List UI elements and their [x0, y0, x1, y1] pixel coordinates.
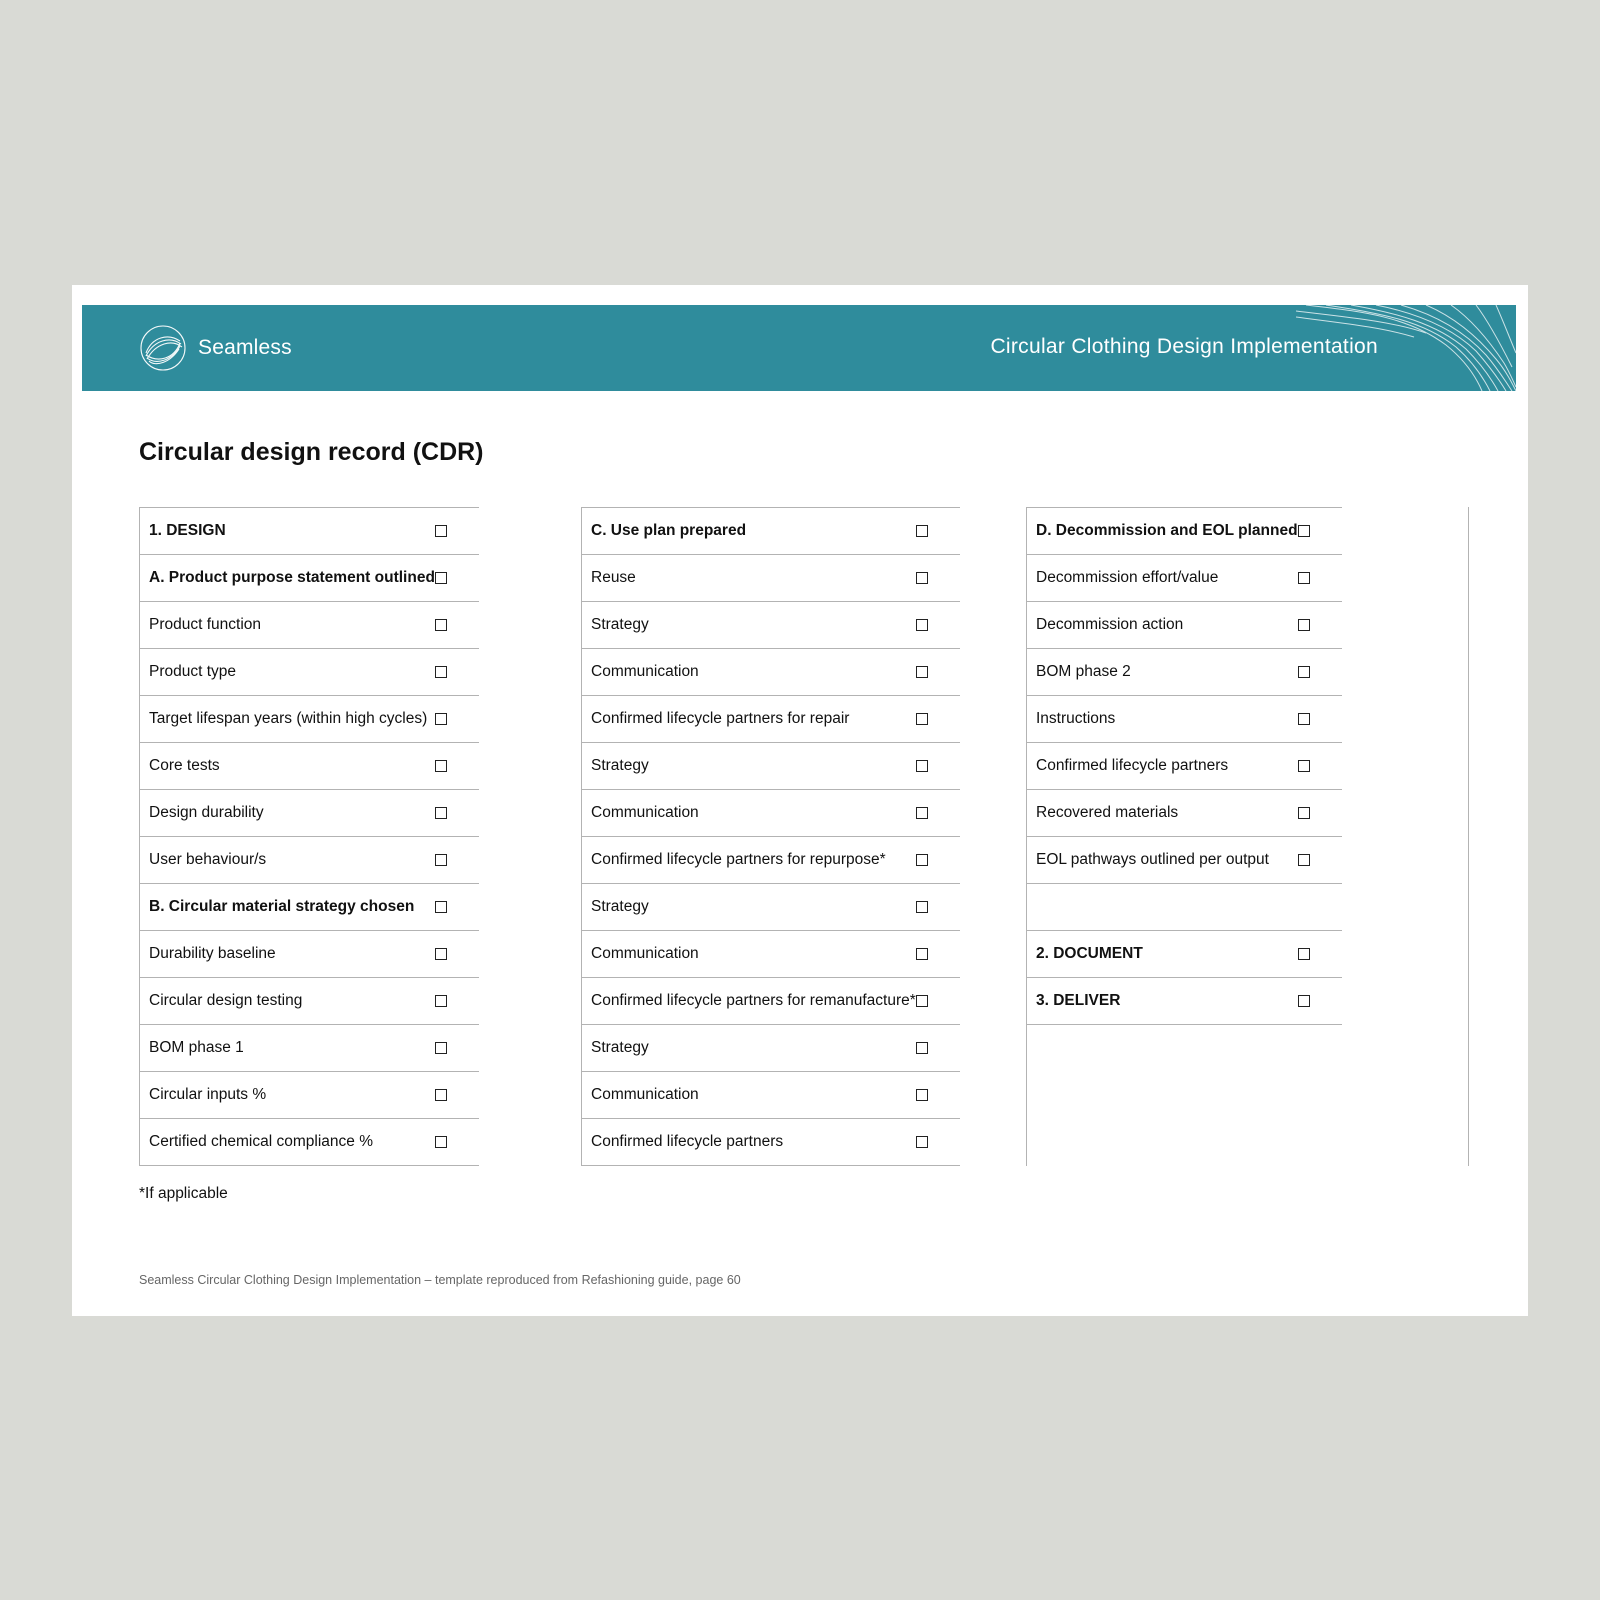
- checkbox-cell: [435, 837, 479, 884]
- checkbox-cell: [435, 978, 479, 1025]
- checkbox-cell: [435, 649, 479, 696]
- checklist-row: [1027, 837, 1342, 884]
- checkbox-cell: [916, 743, 960, 790]
- checkbox[interactable]: [435, 807, 447, 819]
- checklist-item-label: Confirmed lifecycle partners for repurpose*: [582, 837, 916, 884]
- checklist-row: [1027, 602, 1342, 649]
- checkbox[interactable]: [435, 901, 447, 913]
- checkbox[interactable]: [1298, 572, 1310, 584]
- checkbox-cell: [1298, 743, 1342, 790]
- checklist-row: [140, 1119, 479, 1166]
- header-banner: [82, 305, 1516, 391]
- checkbox-cell: [1298, 790, 1342, 837]
- checkbox-cell: [435, 508, 479, 555]
- checklist-row: [582, 602, 960, 649]
- checkbox-cell: [916, 649, 960, 696]
- checkbox-cell: [1298, 837, 1342, 884]
- checkbox-cell: [435, 602, 479, 649]
- checklist-row: [140, 743, 479, 790]
- checklist-row: [140, 1072, 479, 1119]
- checklist-item-label: Confirmed lifecycle partners for repair: [582, 696, 916, 743]
- checklist-item-label: 3. DELIVER: [1027, 978, 1298, 1025]
- checkbox[interactable]: [1298, 619, 1310, 631]
- checklist-row: [1027, 884, 1342, 931]
- checkbox[interactable]: [435, 948, 447, 960]
- checkbox[interactable]: [435, 1042, 447, 1054]
- checkbox[interactable]: [916, 760, 928, 772]
- checklist-row: [1027, 978, 1342, 1025]
- wave-lines-decoration: [1296, 305, 1516, 391]
- checklist-item-label: Core tests: [140, 743, 435, 790]
- checklist-row: [1027, 931, 1342, 978]
- checkbox[interactable]: [435, 995, 447, 1007]
- checkbox-cell: [435, 884, 479, 931]
- checkbox-cell: [435, 1025, 479, 1072]
- checklist-item-label: Communication: [582, 931, 916, 978]
- checkbox-cell: [916, 837, 960, 884]
- checklist-item-label: Communication: [582, 649, 916, 696]
- document-page: [72, 285, 1528, 1316]
- checkbox-cell: [435, 931, 479, 978]
- checklist-row: [582, 978, 960, 1025]
- checklist-row: [140, 602, 479, 649]
- checklist-item-label: Reuse: [582, 555, 916, 602]
- checkbox-cell: [916, 555, 960, 602]
- checkbox[interactable]: [1298, 807, 1310, 819]
- checklist-row: [582, 837, 960, 884]
- checkbox-cell: [1298, 649, 1342, 696]
- checklist-item-label: Recovered materials: [1027, 790, 1298, 837]
- checkbox-cell: [916, 978, 960, 1025]
- checkbox[interactable]: [1298, 713, 1310, 725]
- checklist-row: [140, 649, 479, 696]
- checklist-item-label: Circular inputs %: [140, 1072, 435, 1119]
- checkbox-cell: [435, 790, 479, 837]
- checkbox[interactable]: [916, 1089, 928, 1101]
- checkbox-cell: [1298, 696, 1342, 743]
- checklist-item-label: B. Circular material strategy chosen: [140, 884, 435, 931]
- checklist-item-label: [1027, 884, 1298, 931]
- checkbox[interactable]: [916, 854, 928, 866]
- checkbox-cell: [1298, 555, 1342, 602]
- checklist-item-label: Product type: [140, 649, 435, 696]
- checkbox[interactable]: [435, 666, 447, 678]
- checklist-row: [140, 790, 479, 837]
- checklist-row: [1027, 743, 1342, 790]
- checkbox[interactable]: [916, 713, 928, 725]
- checkbox-cell: [916, 1119, 960, 1166]
- checklist-column-decommission: [1026, 507, 1469, 1166]
- checkbox[interactable]: [1298, 854, 1310, 866]
- checklist-row: [582, 1119, 960, 1166]
- checklist-row: [582, 1025, 960, 1072]
- checkbox[interactable]: [1298, 995, 1310, 1007]
- checkbox[interactable]: [916, 572, 928, 584]
- checklist-item-label: Product function: [140, 602, 435, 649]
- checkbox-cell: [916, 696, 960, 743]
- checklist-item-label: Confirmed lifecycle partners for remanufacture*: [582, 978, 916, 1025]
- checkbox[interactable]: [916, 948, 928, 960]
- checklist-item-label: Instructions: [1027, 696, 1298, 743]
- checklist-row: [582, 931, 960, 978]
- checklist-row: [582, 696, 960, 743]
- checklist-item-label: C. Use plan prepared: [582, 508, 916, 555]
- checklist-row: [582, 508, 960, 555]
- checklist-row: [1027, 649, 1342, 696]
- checklist-item-label: Decommission action: [1027, 602, 1298, 649]
- checkbox[interactable]: [435, 854, 447, 866]
- checklist-item-label: Certified chemical compliance %: [140, 1119, 435, 1166]
- checklist-item-label: Design durability: [140, 790, 435, 837]
- checkbox-cell: [916, 884, 960, 931]
- checklist-item-label: Decommission effort/value: [1027, 555, 1298, 602]
- checkbox-cell: [435, 696, 479, 743]
- checkbox[interactable]: [435, 760, 447, 772]
- checkbox-cell: [435, 555, 479, 602]
- checkbox[interactable]: [916, 525, 928, 537]
- checklist-item-label: 2. DOCUMENT: [1027, 931, 1298, 978]
- checklist-item-label: Communication: [582, 1072, 916, 1119]
- checkbox-cell: [435, 1119, 479, 1166]
- checklist-item-label: Strategy: [582, 884, 916, 931]
- checkbox-cell: [435, 743, 479, 790]
- checklist-row: [140, 555, 479, 602]
- checklist-row: [582, 884, 960, 931]
- checkbox[interactable]: [435, 713, 447, 725]
- checkbox-cell: [1298, 884, 1342, 931]
- checklist-column-use-plan: [581, 507, 1026, 1166]
- checkbox-cell: [916, 1025, 960, 1072]
- checklist-item-label: Strategy: [582, 1025, 916, 1072]
- checklist-row: [140, 508, 479, 555]
- checklist-item-label: Target lifespan years (within high cycles): [140, 696, 435, 743]
- checkbox[interactable]: [916, 619, 928, 631]
- checkbox-cell: [1298, 508, 1342, 555]
- checklist-item-label: D. Decommission and EOL planned: [1027, 508, 1298, 555]
- checkbox-cell: [1298, 602, 1342, 649]
- footnote: *If applicable: [139, 1185, 228, 1202]
- checkbox[interactable]: [435, 572, 447, 584]
- checkbox-cell: [916, 790, 960, 837]
- document-title: Circular design record (CDR): [139, 438, 484, 466]
- checklist-item-label: EOL pathways outlined per output: [1027, 837, 1298, 884]
- checkbox[interactable]: [916, 995, 928, 1007]
- checkbox-cell: [1298, 978, 1342, 1025]
- checklist-row: [582, 790, 960, 837]
- checkbox[interactable]: [916, 1136, 928, 1148]
- checklist-item-label: 1. DESIGN: [140, 508, 435, 555]
- checkbox-cell: [916, 508, 960, 555]
- banner-title: Circular Clothing Design Implementation: [990, 335, 1378, 358]
- page-footer: Seamless Circular Clothing Design Implementation – template reproduced from Refashioning guide, page 60: [139, 1273, 741, 1287]
- checkbox[interactable]: [1298, 760, 1310, 772]
- checklist-row: [140, 978, 479, 1025]
- checklist-item-label: Communication: [582, 790, 916, 837]
- logo: [138, 323, 292, 373]
- checklist-row: [140, 884, 479, 931]
- checklist-row: [582, 649, 960, 696]
- checkbox[interactable]: [1298, 525, 1310, 537]
- checkbox-cell: [916, 602, 960, 649]
- brand-name: Seamless: [198, 336, 292, 359]
- checkbox[interactable]: [435, 525, 447, 537]
- checklist-row: [582, 1072, 960, 1119]
- checkbox[interactable]: [916, 807, 928, 819]
- checklist-row: [1027, 508, 1342, 555]
- checklist-item-label: BOM phase 2: [1027, 649, 1298, 696]
- checkbox[interactable]: [916, 666, 928, 678]
- checkbox-cell: [435, 1072, 479, 1119]
- checklist-item-label: Strategy: [582, 743, 916, 790]
- checklist-row: [140, 837, 479, 884]
- checklist-item-label: Strategy: [582, 602, 916, 649]
- checklist-column-design: [139, 507, 581, 1166]
- checklist-row: [1027, 555, 1342, 602]
- checkbox-cell: [916, 931, 960, 978]
- checkbox[interactable]: [435, 619, 447, 631]
- checklist-row: [582, 743, 960, 790]
- checklist-item-label: Durability baseline: [140, 931, 435, 978]
- checkbox[interactable]: [916, 1042, 928, 1054]
- checklist-item-label: BOM phase 1: [140, 1025, 435, 1072]
- checklist-row: [1027, 790, 1342, 837]
- checklist-item-label: Confirmed lifecycle partners: [1027, 743, 1298, 790]
- checklist-row: [140, 696, 479, 743]
- checklist-row: [1027, 696, 1342, 743]
- checklist-row: [140, 1025, 479, 1072]
- checkbox-cell: [1298, 931, 1342, 978]
- checklist-grid: [139, 507, 1469, 1166]
- checkbox[interactable]: [435, 1089, 447, 1101]
- checklist-item-label: User behaviour/s: [140, 837, 435, 884]
- checklist-item-label: Confirmed lifecycle partners: [582, 1119, 916, 1166]
- checklist-row: [582, 555, 960, 602]
- checkbox[interactable]: [435, 1136, 447, 1148]
- checklist-item-label: Circular design testing: [140, 978, 435, 1025]
- seamless-logo-icon: [138, 323, 188, 373]
- checkbox[interactable]: [916, 901, 928, 913]
- checkbox-cell: [916, 1072, 960, 1119]
- checklist-item-label: A. Product purpose statement outlined: [140, 555, 435, 602]
- checkbox[interactable]: [1298, 948, 1310, 960]
- checklist-row: [140, 931, 479, 978]
- checkbox[interactable]: [1298, 666, 1310, 678]
